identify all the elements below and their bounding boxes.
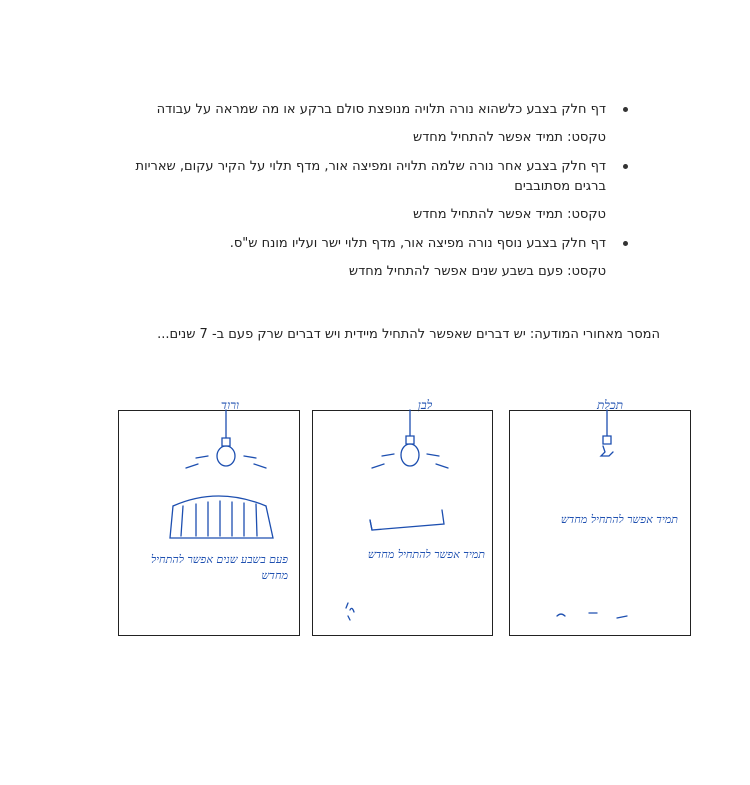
bullet-dot <box>623 164 628 169</box>
bullet-dot <box>623 107 628 112</box>
bullet-text: דף חלק בצבע כלשהוא נורה תלויה מנופצת סולם ברקע או מה שמראה על עבודה <box>156 102 606 117</box>
bulb-with-tilted-shelf-sketch <box>312 398 493 638</box>
message-line: המסר מאחורי המודעה: יש דברים שאפשר להתחיל מיידית ויש דברים שרק פעם ב- 7 שנים... <box>157 327 660 342</box>
panel-caption: פעם בשבע שנים אפשר להתחיל מחדש <box>151 553 288 582</box>
bullet-caption: טקסט: תמיד אפשר להתחיל מחדש <box>412 130 606 145</box>
bullet-text: דף חלק בצבע אחר נורה שלמה תלויה ומפיצה אור, מדף תלוי על הקיר עקום, שאריות ברגים מסתובבים <box>135 159 606 194</box>
bullet-dot <box>623 241 628 246</box>
panel-title: ורוד <box>220 398 240 412</box>
bullet-caption: טקסט: תמיד אפשר להתחיל מחדש <box>412 207 606 222</box>
panel-caption: תמיד אפשר להתחיל מחדש <box>367 548 485 561</box>
bullet-caption: טקסט: פעם בשבע שנים אפשר להתחיל מחדש <box>348 264 606 279</box>
bullet-item <box>112 234 632 254</box>
bullet-item <box>112 100 632 120</box>
panel-title: תכלת <box>596 398 624 412</box>
bulb-with-shelf-sketch <box>118 398 300 638</box>
bullet-text: דף חלק בצבע נוסף נורה מפיצה אור, מדף תלוי ישר ועליו מונח ש"ס. <box>229 236 606 251</box>
bullet-item <box>112 157 632 197</box>
panel-title: לבן <box>417 398 433 412</box>
bullet-list <box>112 100 632 291</box>
panel-caption: תמיד אפשר להתחיל מחדש <box>560 513 678 526</box>
